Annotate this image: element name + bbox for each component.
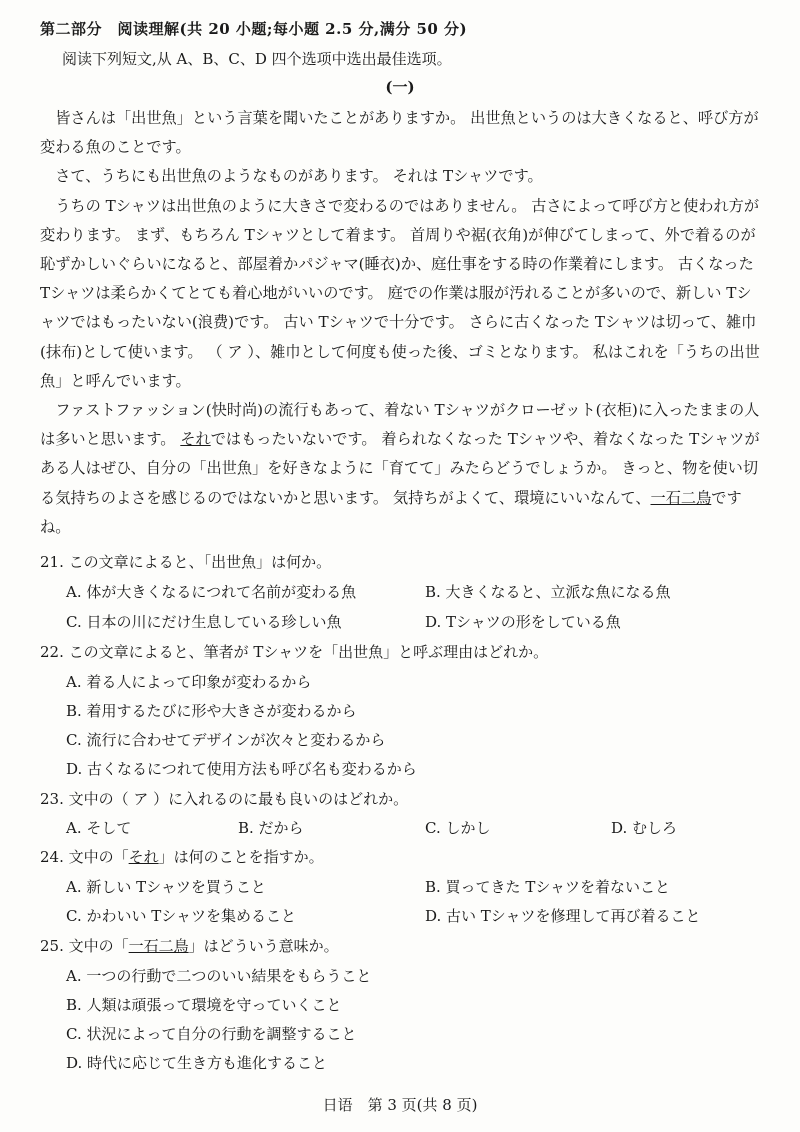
underlined-sore: それ [180, 430, 211, 449]
question-24-option-c: C. かわいい Tシャツを集めること [66, 907, 296, 925]
underlined-isseki-nichou: 一石二鳥 [650, 488, 712, 507]
question-23-option-b: B. だから [238, 819, 304, 837]
question-25-stem [40, 936, 762, 956]
question-21-option-d: D. Tシャツの形をしている魚 [425, 613, 621, 631]
question-22-option-d: D. 古くなるにつれて使用方法も呼び名も変わるから [66, 760, 417, 778]
paragraph-2: さて、うちにも出世魚のようなものがあります。 それは Tシャツです。 [55, 167, 543, 186]
question-22-stem: 22. この文章によると、筆者が Tシャツを「出世魚」と呼ぶ理由はどれか。 [40, 643, 549, 661]
question-24-stem-b: 」は何のことを指すか。 [158, 848, 324, 866]
paragraph-3: うちの Tシャツは出世魚のように大きさで変わるのではありません。 古さによって呼び方と使われ方が変わります。 まず、もちろん Tシャツとして着ます。 首周りや裾(衣角)が伸びてしまって、外で着るのが恥ずかしいぐらいになると、部屋着かパジャマ(睡衣)か、庭仕事をする時の作業着にします。 古くなった Tシャツは柔らかくてとても着心地がいいのです。 庭での作業は服が汚れることが多いので、新しい Tシャツではもったいない(浪费)です。 古い Tシャツで十分です。 さらに古くなった Tシャツは切って、雑巾(抹布)として使います。 （ ア ）、雑巾として何度も使った後、ゴミとなります。 私はこれを「うちの出世魚」と呼んでいます。 [40, 196, 760, 390]
question-25-option-d: D. 時代に応じて生き方も進化すること [66, 1054, 328, 1072]
question-24-stem [40, 847, 762, 867]
question-24-underlined: それ [128, 848, 159, 866]
question-23-option-c: C. しかし [425, 819, 491, 837]
question-25-option-c: C. 状況によって自分の行動を調整すること [66, 1025, 357, 1043]
question-21-option-a: A. 体が大きくなるにつれて名前が変わる魚 [66, 583, 357, 601]
question-24-option-b: B. 買ってきた Tシャツを着ないこと [425, 878, 671, 896]
question-23-option-d: D. むしろ [611, 819, 678, 837]
paragraph-1: 皆さんは「出世魚」という言葉を聞いたことがありますか。 出世魚というのは大きくなると、呼び方が変わる魚のことです。 [40, 109, 759, 157]
question-24-stem-a: 24. 文中の「 [40, 848, 129, 866]
question-21-option-c: C. 日本の川にだけ生息している珍しい魚 [66, 613, 342, 631]
passage-number: (一) [385, 78, 415, 96]
question-21-stem: 21. この文章によると、「出世魚」は何か。 [40, 553, 332, 571]
question-21-option-b: B. 大きくなると、立派な魚になる魚 [425, 583, 671, 601]
question-24-option-d: D. 古い Tシャツを修理して再び着ること [425, 907, 701, 925]
paragraph-4 [40, 396, 762, 542]
question-22-option-b: B. 着用するたびに形や大きさが変わるから [66, 702, 357, 720]
question-23-option-a: A. そして [66, 819, 132, 837]
question-25-stem-a: 25. 文中の「 [40, 937, 129, 955]
question-25-stem-b: 」はどういう意味か。 [188, 937, 339, 955]
paragraph-4-text-c: ですね。 [40, 488, 742, 536]
question-22-option-c: C. 流行に合わせてデザインが次々と変わるから [66, 731, 386, 749]
instruction-text: 阅读下列短文,从 A、B、C、D 四个选项中选出最佳选项。 [62, 50, 452, 68]
section-title: 第二部分 阅读理解(共 20 小题;每小题 2.5 分,满分 50 分) [40, 20, 468, 38]
question-25-option-b: B. 人類は頑張って環境を守っていくこと [66, 996, 342, 1014]
question-25-option-a: A. 一つの行動で二つのいい結果をもらうこと [66, 967, 372, 985]
paragraph-4-text-a: ファストファッション(快时尚)の流行もあって、着ない Tシャツがクローゼット(衣柜)に入ったままの人は多いと思います。 [40, 401, 760, 449]
page-footer: 日语 第 3 页(共 8 页) [322, 1096, 478, 1114]
question-22-option-a: A. 着る人によって印象が変わるから [66, 673, 312, 691]
question-23-stem: 23. 文中の（ ア ）に入れるのに最も良いのはどれか。 [40, 790, 409, 808]
reading-passage [40, 104, 762, 542]
paragraph-4-text-b: ではもったいないです。 着られなくなった Tシャツや、着なくなった Tシャツがある人はぜひ、自分の「出世魚」を好きなように「育てて」みたらどうでしょうか。 きっと、物を使い切る気持ちのよさを感じるのではないかと思います。 気持ちがよくて、環境にいいなんて、 [40, 430, 760, 507]
question-25-underlined: 一石二鳥 [128, 937, 189, 955]
question-24-option-a: A. 新しい Tシャツを買うこと [66, 878, 266, 896]
